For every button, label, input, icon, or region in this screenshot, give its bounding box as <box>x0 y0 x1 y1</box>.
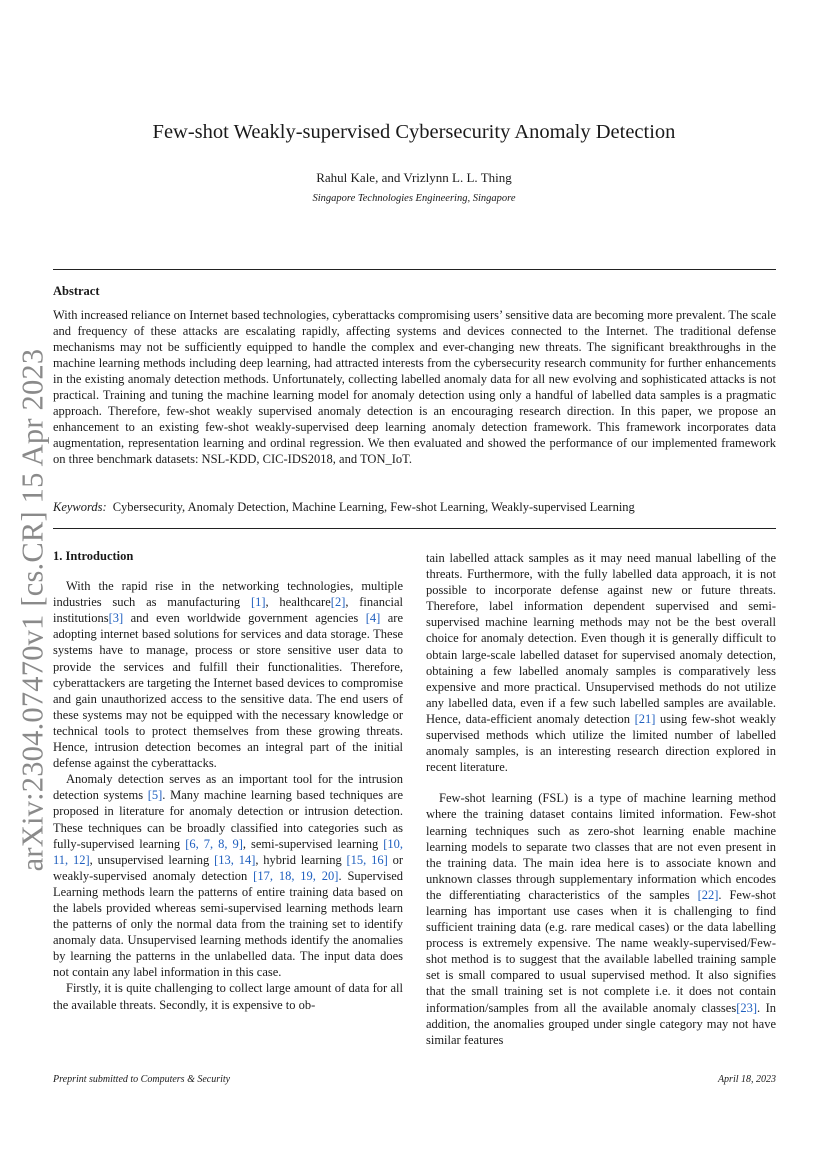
paragraph-text: , financial institutions <box>53 595 403 626</box>
intro-paragraph-1 <box>53 578 403 771</box>
footer-submission-note: Preprint submitted to Computers & Security <box>53 1074 231 1085</box>
citation-link[interactable]: [21] <box>634 711 656 726</box>
citation-link[interactable]: [17, 18, 19, 20] <box>253 868 339 883</box>
citation-link[interactable]: [6, 7, 8, 9] <box>185 836 243 851</box>
paragraph-text: tain labelled attack samples as it may need manual labelling of the threats. Furthermore, with the fully labelled data approach, it is not possible to incorporate defense against new or future threats. Therefore, label information dependent supervised and semi-supervised machine learning methods may not be the best overall choice for anomaly detection. Even though it is generally difficult to obtain large-scale labelled dataset for supervised anomaly detection, obtaining a few labelled anomaly samples is comparatively less expensive and more practical. Unsupervised methods do not utilize any labelled data, even if a few such labelled samples are available. Hence, data-efficient anomaly detection <box>426 551 776 726</box>
right-column <box>426 550 776 1048</box>
paragraph-text: , hybrid learning <box>255 852 347 867</box>
citation-link[interactable]: [23] <box>736 1000 758 1015</box>
paragraph-text: With the rapid rise in the networking technologies, multiple industries such as manufacturing <box>53 579 403 610</box>
paragraph-text: Firstly, it is quite challenging to collect large amount of data for all the available threats. Secondly, it is expensive to ob- <box>53 981 403 1012</box>
citation-link[interactable]: [1] <box>250 595 266 610</box>
citation-link[interactable]: [3] <box>108 611 124 626</box>
paragraph-text: . Supervised Learning methods learn the patterns of entire training data based on the labels provided whereas semi-supervised learning methods learn the patterns of only the normal data from the training set to identify anomaly data. Unsupervised learning methods identify the anomalies by learning the patterns in the unlabelled data. The input data does not contain any label information in this case. <box>53 868 404 980</box>
paragraph-text: , healthcare <box>265 595 331 610</box>
arxiv-stamp <box>13 348 53 872</box>
paper-title: Few-shot Weakly-supervised Cybersecurity Anomaly Detection <box>152 121 676 143</box>
paragraph-text: , unsupervised learning <box>89 852 215 867</box>
keywords-label: Keywords: <box>53 500 107 514</box>
citation-link[interactable]: [4] <box>365 611 381 626</box>
footer-date: April 18, 2023 <box>717 1074 776 1085</box>
paragraph-text: using few-shot weakly supervised methods which utilize the limited number of labelled anomaly samples, is an interesting research direction explored in recent literature. <box>426 711 777 775</box>
intro-paragraph-4 <box>426 550 776 775</box>
paragraph-text: , semi-supervised learning <box>242 836 384 851</box>
citation-link[interactable]: [13, 14] <box>214 852 256 867</box>
abstract-text: With increased reliance on Internet based technologies, cyberattacks compromising users’ sensitive data are becoming more prevalent. The scale and frequency of these attacks are escalating rapidly, affecting systems and devices connected to the Internet. The traditional defense mechanisms may not be sufficiently equipped to handle the complex and ever-changing new threats. The significant breakthroughs in the machine learning methods including deep learning, had attracted interests from the cybersecurity research community for further enhancements in the existing anomaly detection methods. Unfortunately, collecting labelled anomaly data for all new evolving and sophisticated attacks is not practical. Training and tuning the machine learning model for anomaly detection using only a handful of labelled data samples is a pragmatic approach. Therefore, few-shot weakly supervised anomaly detection is an encouraging research direction. In this paper, we propose an enhancement to an existing few-shot weakly-supervised deep learning anomaly detection framework. This framework incorporates data augmentation, representation learning and ordinal regression. We then evaluated and showed the performance of our implemented framework on three benchmark datasets: NSL-KDD, CIC-IDS2018, and TON_IoT. <box>53 308 776 467</box>
keywords-text: Cybersecurity, Anomaly Detection, Machine Learning, Few-shot Learning, Weakly-supervised Learning <box>112 500 635 514</box>
paragraph-text: . Few-shot learning has important use cases when it is challenging to find sufficient training data (e.g. rare medical cases) or the data labelling process is extremely expensive. The name weakly-supervised/Few-shot method is to suggest that the available labelled training sample set is small compared to usual supervised method. It also signifies that the small training set is not complete i.e. it does not contain information/samples from all the available anomaly classes <box>426 887 777 1015</box>
paragraph-text: Anomaly detection serves as an important tool for the intrusion detection systems <box>53 772 403 803</box>
paragraph-text: or weakly-supervised anomaly detection <box>53 852 404 883</box>
intro-paragraph-3 <box>53 980 403 1012</box>
paragraph-text: . Many machine learning based techniques are proposed in literature for anomaly detection or intrusion detection. These techniques can be broadly classified into categories such as fully-supervised learning <box>53 788 403 851</box>
paragraph-text: and even worldwide government agencies <box>123 611 366 626</box>
left-column <box>53 548 403 1013</box>
paper-affiliation: Singapore Technologies Engineering, Singapore <box>312 193 516 204</box>
citation-link[interactable]: [22] <box>697 887 719 902</box>
paragraph-text: Few-shot learning (FSL) is a type of machine learning method where the training dataset contains limited information. Few-shot learning techniques such as zero-shot learning enable machine learning models to separate two classes that are not even present in the training data. The main idea here is to associate known and unknown classes through supplementary information which encodes the differentiating characteristics of the samples <box>426 791 776 902</box>
paragraph-text: . In addition, the anomalies grouped under single category may not have similar features <box>426 1000 777 1047</box>
citation-link[interactable]: [2] <box>330 595 346 610</box>
section-heading-introduction: 1. Introduction <box>53 549 134 563</box>
keywords <box>53 500 776 515</box>
citation-link[interactable]: [5] <box>147 788 163 803</box>
paragraph-text: are adopting internet based solutions for services and data storage. These systems have to manage, process or store sensitive user data to provide the services and fulfill their functionalities. Therefore, cyberattackers are targeting the Internet based devices to compromise and gain unauthorized access to the sensitive data. The end users of these systems may not be equipped with the necessary knowledge or technical tools to protect themselves from these growing threats. Hence, intrusion detection becomes an integral part of the initial defense against the cyberattacks. <box>53 611 403 771</box>
citation-link[interactable]: [15, 16] <box>346 852 388 867</box>
bottom-divider <box>53 528 776 529</box>
arxiv-stamp-text: arXiv:2304.07470v1 [cs.CR] 15 Apr 2023 <box>15 348 50 872</box>
intro-paragraph-5 <box>426 790 776 1048</box>
top-divider <box>53 269 776 270</box>
intro-paragraph-2 <box>53 771 403 980</box>
citation-link[interactable]: [10, 11, 12] <box>53 836 403 867</box>
paper-authors: Rahul Kale, and Vrizlynn L. L. Thing <box>316 170 512 185</box>
abstract-heading: Abstract <box>53 284 100 298</box>
